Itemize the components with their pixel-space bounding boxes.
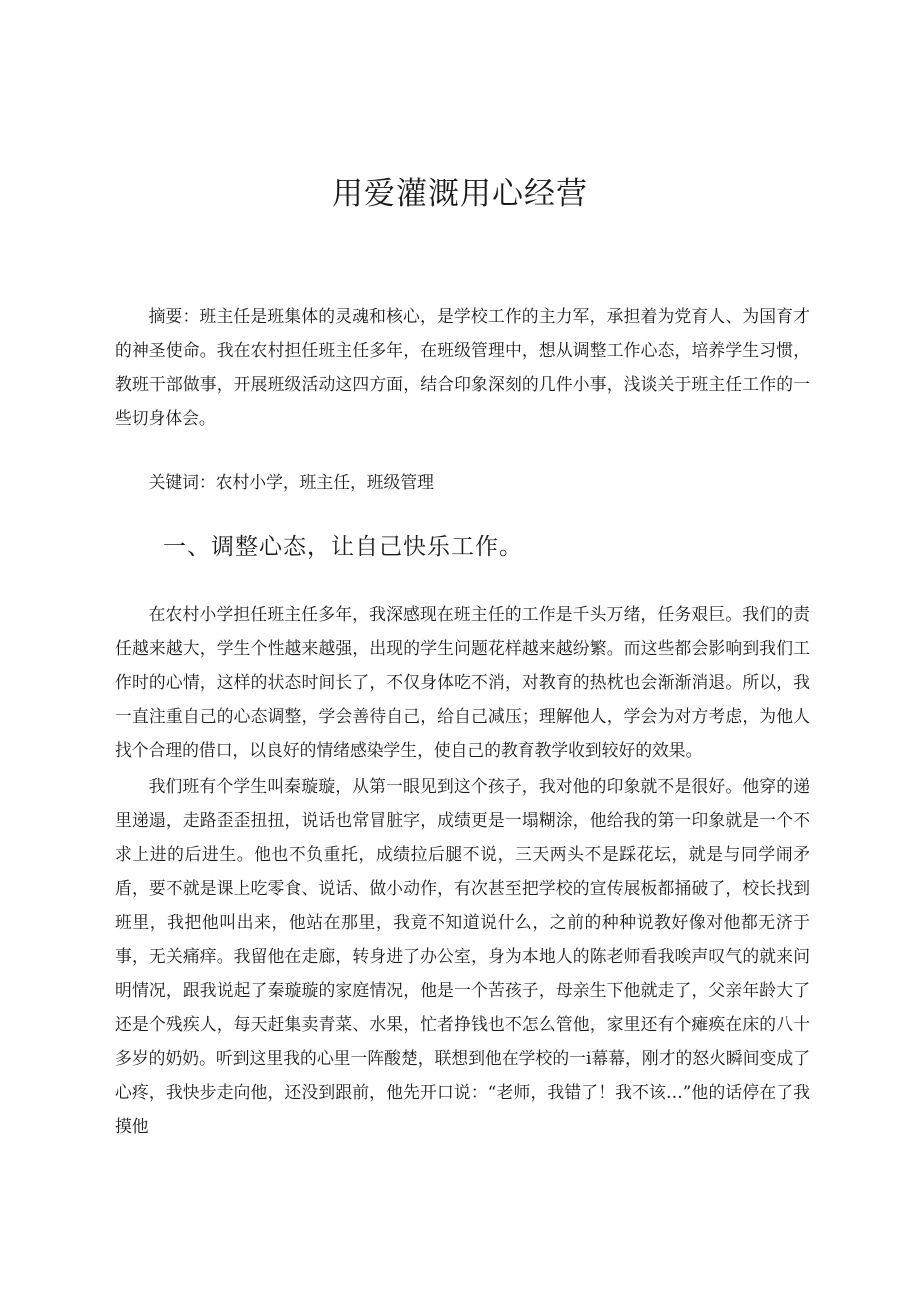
abstract-paragraph: 摘要：班主任是班集体的灵魂和核心，是学校工作的主力军，承担着为党育人、为国育才的神圣使命。我在农村担任班主任多年，在班级管理中，想从调整工作心态，培养学生习惯，教班干部做事，开展班级活动这四方面，结合印象深刻的几件小事，浅谈关于班主任工作的一些切身体会。 bbox=[115, 306, 810, 428]
body-paragraph: 我们班有个学生叫秦璇璇，从第一眼见到这个孩子，我对他的印象就不是很好。他穿的递里递遢，走路歪歪扭扭，说话也常冒脏字，成绩更是一塌糊涂，他给我的第一印象就是一个不求上进的后进生。他也不负重托，成绩拉后腿不说，三天两头不是踩花坛，就是与同学闹矛盾，要不就是课上吃零食、说话、做小动作，有次甚至把学校的宣传展板都捅破了，校长找到班里，我把他叫出来，他站在那里，我竟不知道说什么，之前的种种说教好像对他都无济于事，无关痛痒。我留他在走廊，转身进了办公室，身为本地人的陈老师看我唉声叹气的就来问明情况，跟我说起了秦璇璇的家庭情况，他是一个苦孩子，母亲生下他就走了，父亲年龄大了还是个残疾人，每天赶集卖青菜、水果，忙者挣钱也不怎么管他，家里还有个瘫痪在床的八十多岁的奶奶。听到这里我的心里一阵酸楚，联想到他在学校的一i幕幕，刚才的怒火瞬间变成了心疼，我快步走向他，还没到跟前，他先开口说：“老师，我错了！我不该…”他的话停在了我摸他 bbox=[115, 776, 810, 1136]
keywords-line: 关键词：农村小学，班主任，班级管理 bbox=[148, 472, 434, 492]
body-paragraph: 在农村小学担任班主任多年，我深感现在班主任的工作是千头万绪，任务艰巨。我们的责任越来越大，学生个性越来越强，出现的学生问题花样越来越纷繁。而这些都会影响到我们工作时的心情，这样的状态时间长了，不仅身体吃不消，对教育的热枕也会渐渐消退。所以，我一直注重自己的心态调整，学会善待自己，给自己减压；理解他人，学会为对方考虑，为他人找个合理的借口，以良好的情绪感染学生，使自己的教育教学收到较好的效果。 bbox=[115, 604, 810, 760]
section-heading: 一、调整心态，让自己快乐工作。 bbox=[163, 534, 523, 560]
document-title: 用爱灌溉用心经营 bbox=[332, 176, 588, 212]
